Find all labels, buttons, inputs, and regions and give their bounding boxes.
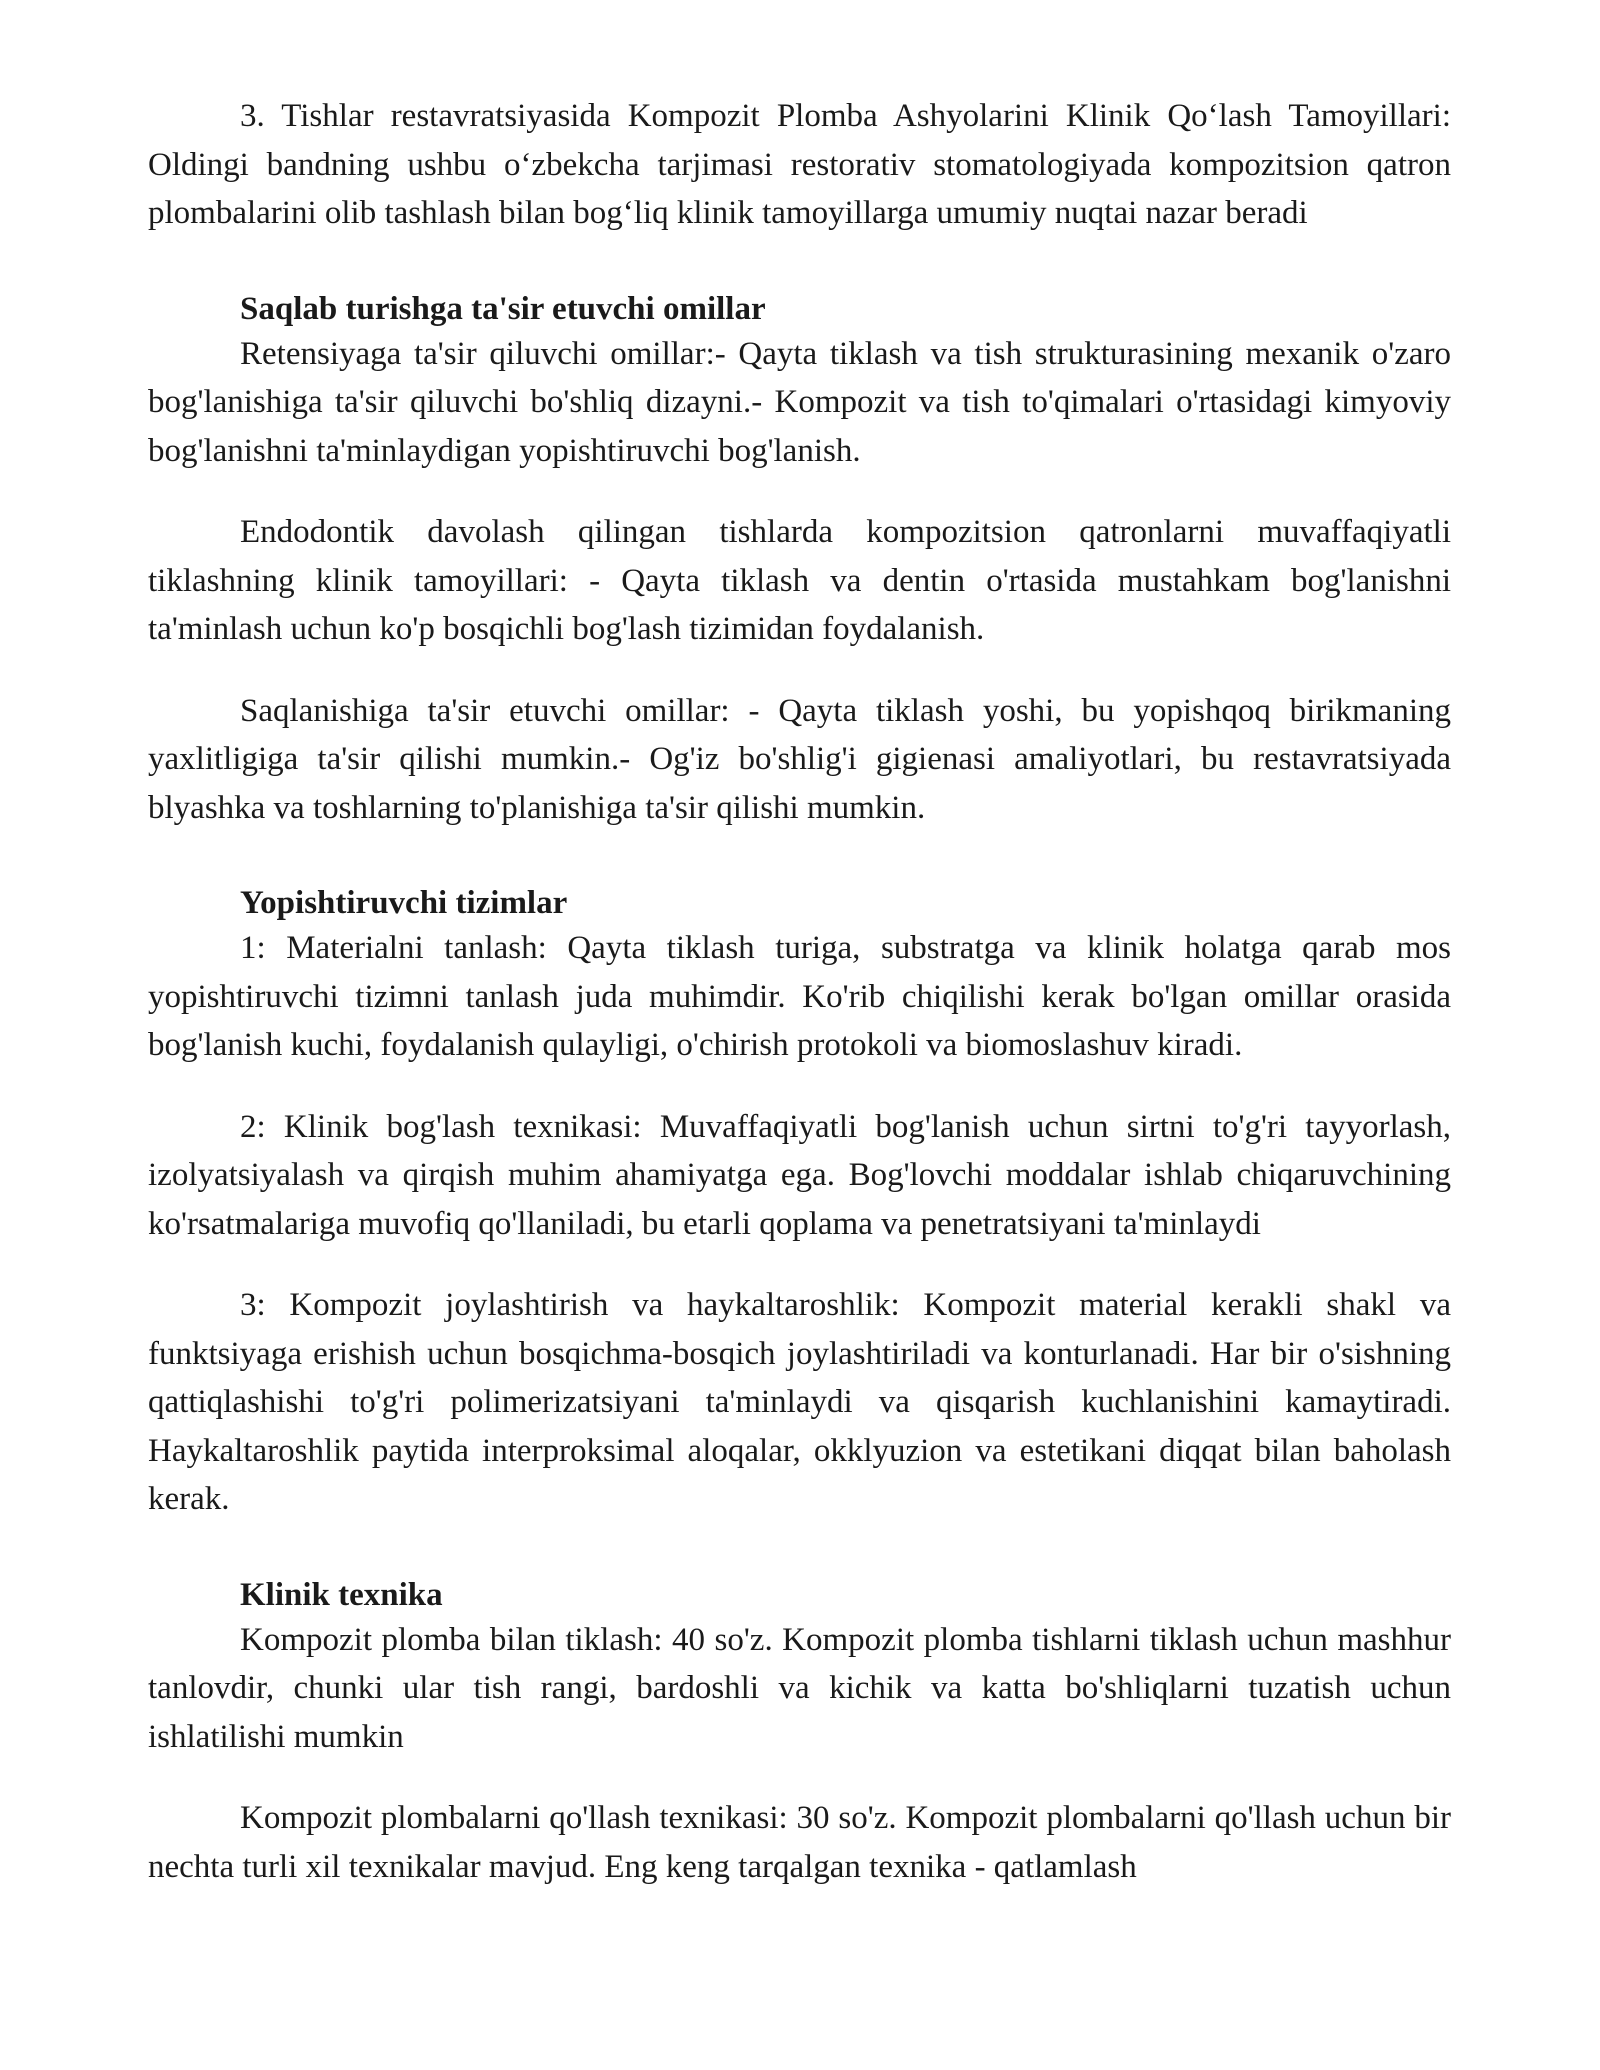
section-heading-retention: Saqlab turishga ta'sir etuvchi omillar [240, 290, 766, 327]
paragraph-application-technique: Kompozit plombalarni qo'llash texnikasi: 30 so'z. Kompozit plombalarni qo'llash uchun bir nechta turli xil texnikalar mavjud. Eng keng tarqalgan texnika - qatlamlash [148, 1800, 1451, 1885]
spacer [148, 1761, 1451, 1794]
spacer [148, 832, 1451, 882]
spacer [148, 475, 1451, 508]
spacer [148, 1524, 1451, 1574]
spacer [148, 238, 1451, 288]
paragraph-composite-placement: 3: Kompozit joylashtirish va haykaltaroshlik: Kompozit material kerakli shakl va funktsiyaga erishish uchun bosqichma-bosqich joylashtiriladi va konturlanadi. Har bir o'sishning qattiqlashishi to'g'ri polimerizatsiyani ta'minlaydi va qisqarish kuchlanishini kamaytiradi. Haykaltaroshlik paytida interproksimal aloqalar, okklyuzion va estetikani diqqat bilan baholash kerak. [148, 1287, 1451, 1517]
spacer [148, 1248, 1451, 1281]
paragraph-material-selection: 1: Materialni tanlash: Qayta tiklash turiga, substratga va klinik holatga qarab mos yopishtiruvchi tizimni tanlash juda muhimdir. Ko'rib chiqilishi kerak bo'lgan omillar orasida bog'lanish kuchi, foydalanish qulayligi, o'chirish protokoli va biomoslashuv kiradi. [148, 930, 1451, 1063]
paragraph-retention-factors: Retensiyaga ta'sir qiluvchi omillar:- Qayta tiklash va tish strukturasining mexanik o'zaro bog'lanishiga ta'sir qiluvchi bo'shliq dizayni.- Kompozit va tish to'qimalari o'rtasidagi kimyoviy bog'lanishni ta'minlaydigan yopishtiruvchi bog'lanish. [148, 335, 1451, 469]
spacer [148, 654, 1451, 687]
paragraph-bonding-technique: 2: Klinik bog'lash texnikasi: Muvaffaqiyatli bog'lanish uchun sirtni to'g'ri tayyorlash, izolyatsiyalash va qirqish muhim ahamiyatga ega. Bog'lovchi moddalar ishlab chiqaruvchining ko'rsatmalariga muvofiq qo'llaniladi, bu etarli qoplama va penetratsiyani ta'minlaydi [148, 1108, 1451, 1242]
paragraph-preservation-factors: Saqlanishiga ta'sir etuvchi omillar: - Qayta tiklash yoshi, bu yopishqoq birikmaning yaxlitligiga ta'sir qilishi mumkin.- Og'iz bo'shlig'i gigienasi amaliyotlari, bu restavratsiyada blyashka va toshlarning to'planishiga ta'sir qilishi mumkin. [148, 692, 1451, 826]
section-heading-clinical-technique: Klinik texnika [240, 1576, 443, 1613]
document-page [148, 92, 1451, 1891]
spacer [148, 1070, 1451, 1103]
paragraph-composite-restoration: Kompozit plomba bilan tiklash: 40 so'z. Kompozit plomba tishlarni tiklash uchun mashhur tanlovdir, chunki ular tish rangi, bardoshli va kichik va katta bo'shliqlarni tuzatish uchun ishlatilishi mumkin [148, 1621, 1451, 1755]
intro-paragraph: 3. Tishlar restavratsiyasida Kompozit Plomba Ashyolarini Klinik Qoʻlash Tamoyillari: Oldingi bandning ushbu oʻzbekcha tarjimasi restorativ stomatologiyada kompozitsion qatron plombalarini olib tashlash bilan bogʻliq klinik tamoyillarga umumiy nuqtai nazar beradi [148, 98, 1451, 231]
paragraph-endodontic-principles: Endodontik davolash qilingan tishlarda kompozitsion qatronlarni muvaffaqiyatli tiklashning klinik tamoyillari: - Qayta tiklash va dentin o'rtasida mustahkam bog'lanishni ta'minlash uchun ko'p bosqichli bog'lash tizimidan foydalanish. [148, 514, 1451, 647]
section-heading-adhesive-systems: Yopishtiruvchi tizimlar [240, 885, 568, 921]
